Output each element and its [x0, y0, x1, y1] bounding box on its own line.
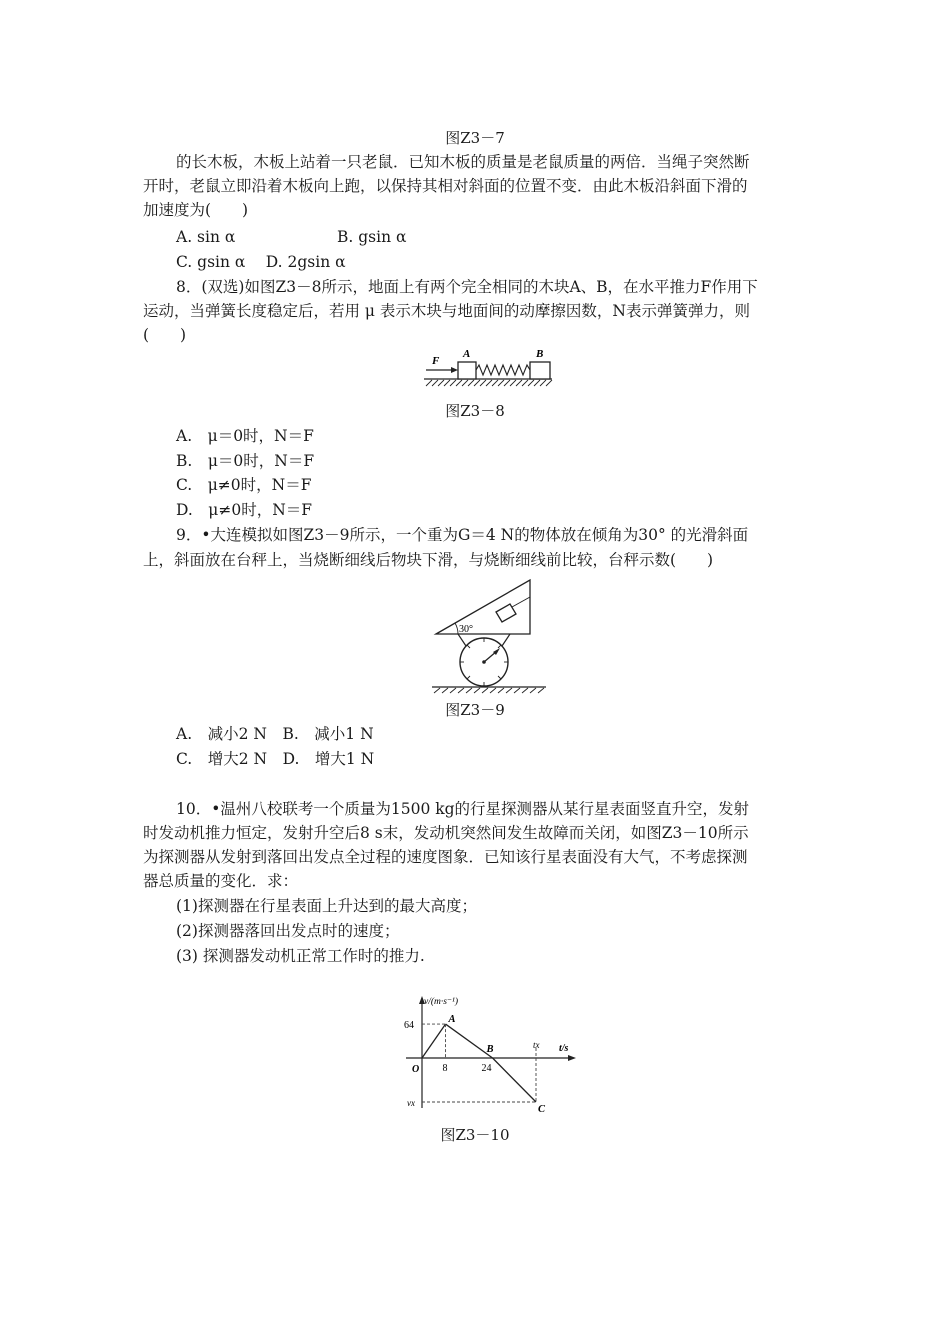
q9-text-line-2: 上，斜面放在台秤上，当烧断细线后物块下滑，与烧断细线前比较，台秤示数( )	[143, 551, 714, 569]
q7-option-c-d: C. gsin α D. 2gsin α	[176, 253, 346, 271]
point-label-b: B	[486, 1044, 494, 1055]
velocity-time-chart	[396, 990, 586, 1115]
velocity-segment-1	[422, 1024, 446, 1058]
figure-caption-z3-10: 图Z3－10	[440, 1126, 510, 1144]
q8-text-line-3: ( )	[143, 326, 187, 344]
x-tick-tx: tx	[533, 1040, 540, 1050]
q10-sub-question-3: (3) 探测器发动机正常工作时的推力.	[176, 947, 425, 965]
y-tick-64: 64	[404, 1020, 414, 1032]
q10-text-line-2: 时发动机推力恒定，发射升空后8 s末，发动机突然间发生故障而关闭，如图Z3－10所示	[143, 824, 749, 842]
spring	[476, 365, 530, 375]
q9-option-c-d: C. 增大2 N D. 增大1 N	[176, 750, 375, 768]
q9-text-line-1: 9．•大连模拟如图Z3－9所示，一个重为G＝4 N的物体放在倾角为30° 的光滑斜面	[176, 526, 749, 544]
x-tick-24: 24	[481, 1063, 492, 1074]
velocity-segment-2	[446, 1024, 493, 1058]
figure-z3-9-diagram	[428, 572, 552, 694]
label-a: A	[463, 348, 471, 360]
q9-option-a-b: A. 减小2 N B. 减小1 N	[176, 725, 374, 743]
q8-option-c: C. μ≠0时，N＝F	[176, 476, 312, 494]
v-axis-label: v/(m·s⁻¹)	[424, 997, 458, 1007]
velocity-segment-3	[493, 1058, 536, 1102]
q10-text-line-4: 器总质量的变化．求：	[143, 872, 299, 890]
t-axis-label: t/s	[559, 1043, 569, 1054]
block-b	[530, 362, 550, 379]
block-a	[458, 362, 476, 379]
q10-sub-question-1: (1)探测器在行星表面上升达到的最大高度；	[176, 897, 477, 915]
q10-text-line-3: 为探测器从发射到落回出发点全过程的速度图象．已知该行星表面没有大气，不考虑探测	[143, 848, 748, 866]
q7-option-a: A. sin α	[176, 228, 236, 246]
origin-label: O	[412, 1064, 420, 1075]
point-label-c: C	[538, 1104, 546, 1115]
label-f: F	[432, 355, 440, 367]
q8-text-line-1: 8．(双选)如图Z3－8所示，地面上有两个完全相同的木块A、B，在水平推力F作用下	[176, 278, 758, 296]
figure-z3-8-diagram	[420, 346, 560, 392]
q7-option-b: B. gsin α	[337, 228, 407, 246]
point-label-a: A	[448, 1014, 456, 1026]
q10-sub-question-2: (2)探测器落回出发点时的速度；	[176, 922, 400, 940]
q10-text-line-1: 10．•温州八校联考一个质量为1500 kg的行星探测器从某行星表面竖直升空，发射	[176, 800, 750, 818]
q8-option-b: B. μ＝0时，N＝F	[176, 452, 315, 470]
label-b: B	[536, 348, 544, 360]
x-tick-8: 8	[442, 1063, 448, 1074]
q7-text-line-2: 开时，老鼠立即沿着木板向上跑，以保持其相对斜面的位置不变．由此木板沿斜面下滑的	[143, 177, 748, 195]
q8-option-a: A. μ＝0时，N＝F	[176, 427, 314, 445]
q8-text-line-2: 运动，当弹簧长度稳定后，若用 μ 表示木块与地面间的动摩擦因数，N表示弹簧弹力，则	[143, 302, 750, 320]
angle-label: 30°	[459, 624, 473, 635]
figure-caption-z3-9: 图Z3－9	[445, 701, 505, 719]
figure-caption-z3-7: 图Z3－7	[445, 129, 505, 147]
q8-option-d: D. μ≠0时，N＝F	[176, 501, 313, 519]
q7-text-line-1: 的长木板，木板上站着一只老鼠．已知木板的质量是老鼠质量的两倍．当绳子突然断	[176, 153, 750, 171]
q7-text-line-3: 加速度为( )	[143, 201, 249, 219]
figure-caption-z3-8: 图Z3－8	[445, 402, 505, 420]
y-tick-vx: vx	[407, 1098, 415, 1108]
incline	[436, 580, 530, 634]
